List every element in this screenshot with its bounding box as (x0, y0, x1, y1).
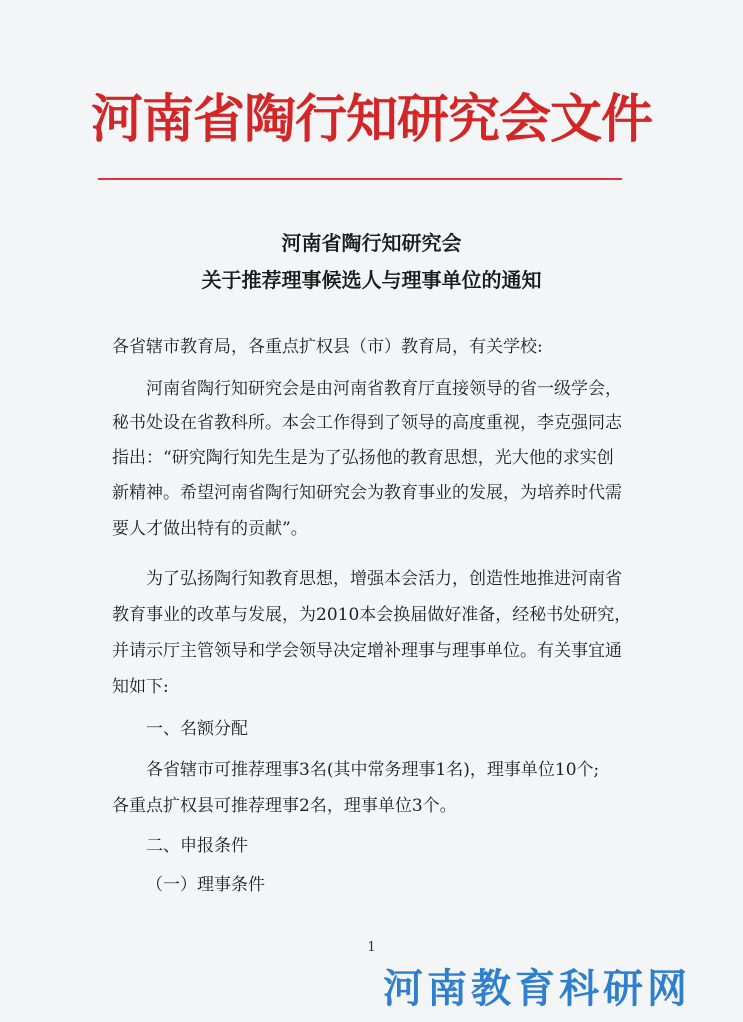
document-title-line-2: 关于推荐理事候选人与理事单位的通知 (201, 268, 542, 292)
paragraph-line: 要人才做出特有的贡献”。 (112, 519, 308, 539)
letterhead-rule (98, 178, 622, 180)
page-number: 1 (367, 940, 376, 955)
paragraph-line: 各重点扩权县可推荐理事2名，理事单位3个。 (112, 796, 457, 816)
letterhead-title: 河南省陶行知研究会文件 (90, 89, 652, 150)
paragraph-line: 秘书处设在省教科所。本会工作得到了领导的高度重视，李克强同志 (112, 413, 622, 433)
section-heading: 二、申报条件 (146, 836, 248, 856)
paragraph-line: 为了弘扬陶行知教育思想，增强本会活力，创造性地推进河南省 (146, 569, 622, 589)
paragraph-line: 教育事业的改革与发展，为2010本会换届做好准备，经秘书处研究， (112, 605, 632, 625)
addressee-line: 各省辖市教育局，各重点扩权县（市）教育局，有关学校: (112, 337, 543, 357)
paragraph-line: 知如下: (112, 677, 169, 697)
watermark-text: 河南教育科研网 (383, 966, 691, 1012)
paragraph-line: 河南省陶行知研究会是由河南省教育厅直接领导的省一级学会， (146, 379, 622, 399)
paragraph-line: 并请示厅主管领导和学会领导决定增补理事与理事单位。有关事宜通 (112, 641, 622, 661)
document-title-line-1: 河南省陶行知研究会 (281, 231, 462, 255)
paragraph-line: 指出：“研究陶行知先生是为了弘扬他的教育思想，光大他的求实创 (112, 448, 614, 468)
section-heading: 一、名额分配 (146, 719, 248, 739)
paragraph-line: 各省辖市可推荐理事3名(其中常务理事1名)，理事单位10个; (146, 760, 600, 780)
subsection-heading: （一）理事条件 (146, 875, 265, 895)
paragraph-line: 新精神。希望河南省陶行知研究会为教育事业的发展，为培养时代需 (112, 483, 622, 503)
